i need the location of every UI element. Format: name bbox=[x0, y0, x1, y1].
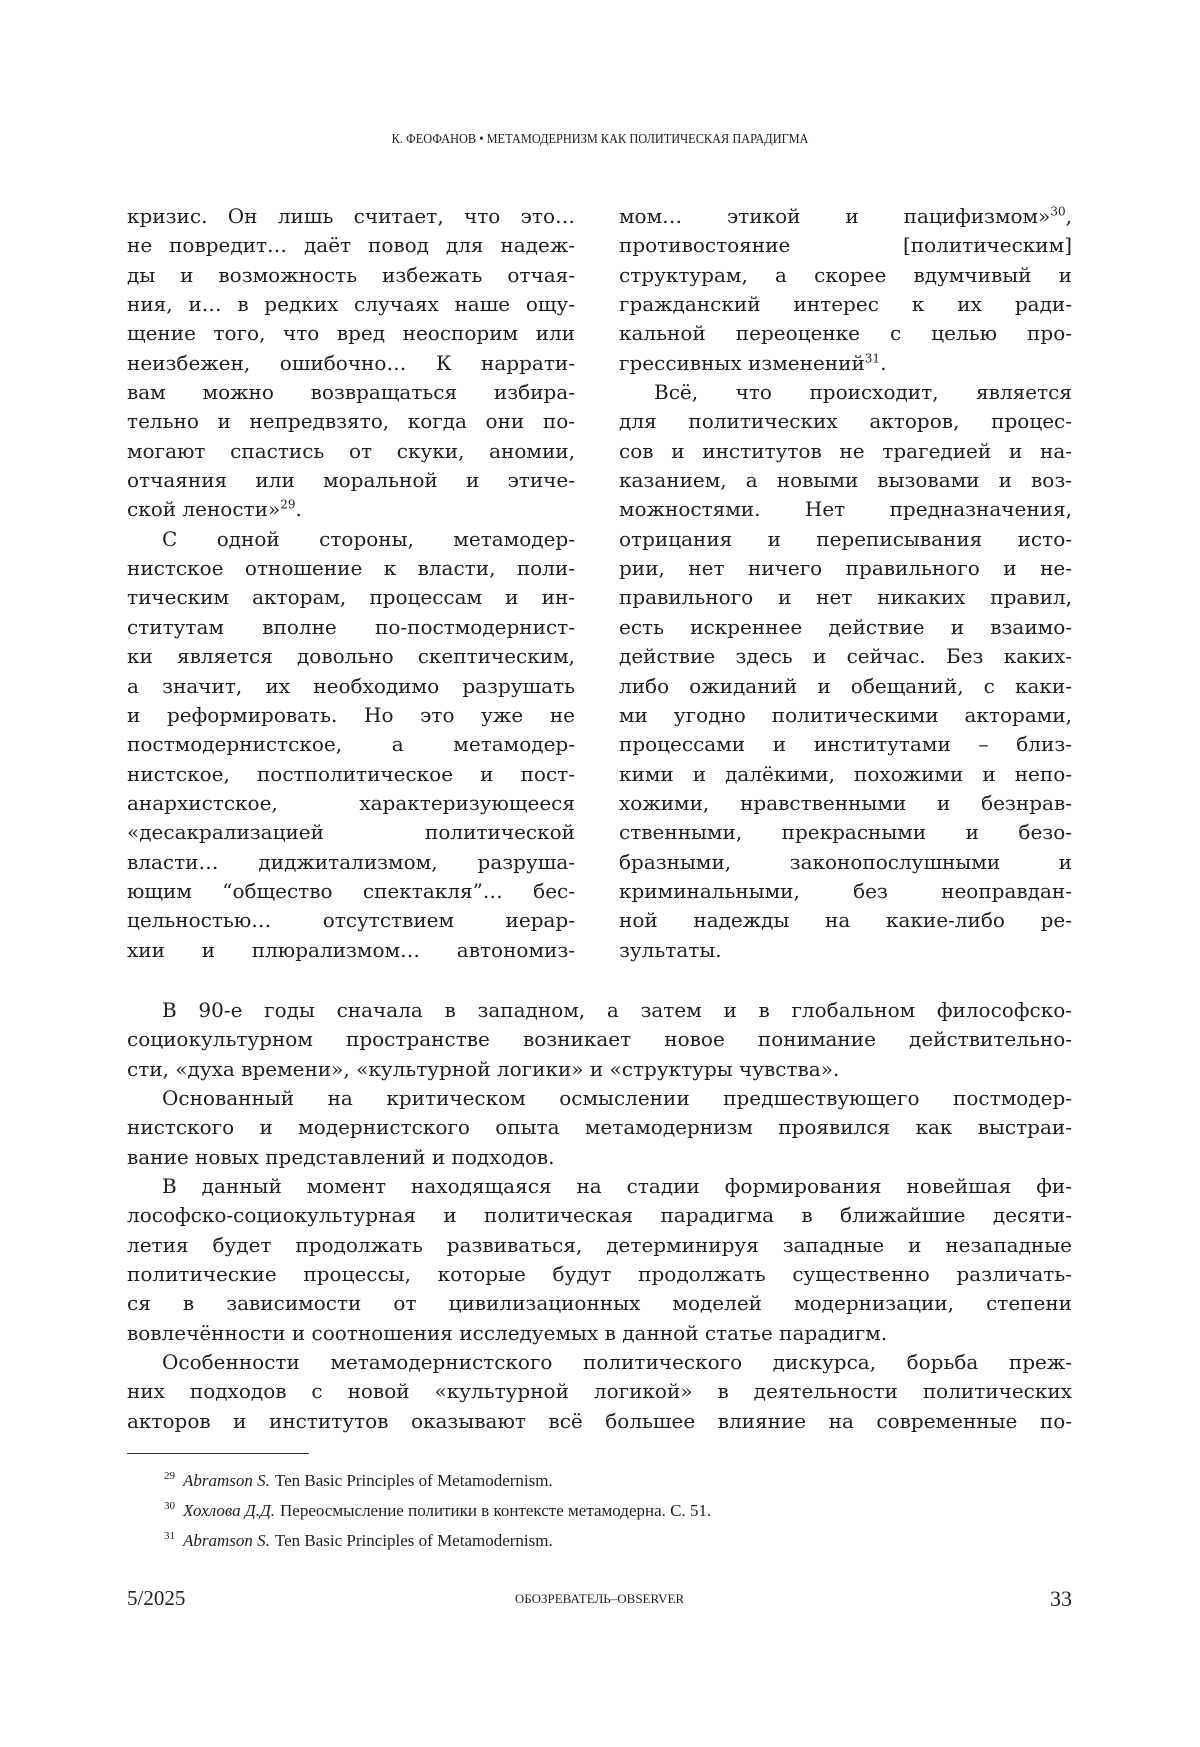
line-text: противостояние [политическим] bbox=[619, 233, 1072, 257]
line-text: «десакрализацией политической bbox=[127, 820, 575, 844]
paragraph bbox=[619, 202, 1072, 378]
text-line bbox=[127, 877, 575, 906]
text-line bbox=[127, 1172, 1072, 1201]
line-text: кими и далёкими, похожими и непо- bbox=[619, 762, 1072, 786]
paragraph bbox=[127, 1084, 1072, 1172]
text-line bbox=[619, 349, 1072, 378]
line-text: Всё, что происходит, является bbox=[654, 380, 1072, 404]
text-line bbox=[127, 583, 575, 612]
text-line bbox=[127, 1231, 1072, 1260]
line-text: могают спастись от скуки, аномии, bbox=[127, 439, 575, 463]
line-text: В данный момент находящаяся на стадии формирования новейшая фи- bbox=[162, 1174, 1072, 1198]
text-line bbox=[127, 996, 1072, 1025]
line-text: щение того, что вред неоспорим или bbox=[127, 321, 575, 345]
footnote-author: Abramson S. bbox=[183, 1471, 270, 1490]
line-text: грессивных изменений bbox=[619, 351, 865, 375]
right-column bbox=[619, 202, 1072, 965]
line-text: ния, и… в редких случаях наше ощу- bbox=[127, 292, 575, 316]
punctuation: . bbox=[295, 497, 301, 521]
text-line bbox=[127, 730, 575, 759]
text-line bbox=[619, 877, 1072, 906]
text-line bbox=[619, 818, 1072, 847]
running-head: К. ФЕОФАНОВ • МЕТАМОДЕРНИЗМ КАК ПОЛИТИЧЕСКАЯ ПАРАДИГМА bbox=[72, 132, 1128, 148]
paragraph bbox=[127, 202, 575, 525]
line-text: сти, «духа времени», «культурной логики» и «структуры чувства». bbox=[127, 1057, 839, 1081]
line-text: ющим “общество спектакля”… бес- bbox=[127, 879, 575, 903]
line-text: ды и возможность избежать отчая- bbox=[127, 263, 575, 287]
line-text: есть искреннее действие и взаимо- bbox=[619, 615, 1072, 639]
text-line bbox=[619, 672, 1072, 701]
line-text: и реформировать. Но это уже не bbox=[127, 703, 575, 727]
text-line bbox=[619, 583, 1072, 612]
line-text: цельностью… отсутствием иерар- bbox=[127, 908, 575, 932]
footnotes bbox=[164, 1466, 1064, 1556]
line-text: вовлечённости и соотношения исследуемых в данной статье парадигм. bbox=[127, 1321, 887, 1345]
footnote-text: Переосмысление политики в контексте метамодерна. С. 51. bbox=[280, 1501, 711, 1520]
text-line bbox=[127, 437, 575, 466]
line-text: ской лености» bbox=[127, 497, 280, 521]
line-text: нистского и модернистского опыта метамодернизм проявился как выстраи- bbox=[127, 1115, 1072, 1139]
footnote bbox=[164, 1496, 1064, 1526]
text-line bbox=[619, 495, 1072, 524]
line-text: власти… диджитализмом, разруша- bbox=[127, 850, 575, 874]
text-line bbox=[619, 789, 1072, 818]
text-line bbox=[127, 1084, 1072, 1113]
text-line bbox=[619, 261, 1072, 290]
page-footer bbox=[127, 1586, 1072, 1616]
text-line bbox=[127, 760, 575, 789]
text-line bbox=[127, 1407, 1072, 1436]
line-text: криминальными, без неоправдан- bbox=[619, 879, 1072, 903]
footnote-number: 30 bbox=[164, 1500, 175, 1512]
footnote-text: Ten Basic Principles of Metamodernism. bbox=[275, 1531, 553, 1550]
paragraph bbox=[619, 378, 1072, 965]
paragraph bbox=[127, 996, 1072, 1084]
text-line bbox=[127, 1055, 1072, 1084]
line-text: мом… этикой и пацифизмом» bbox=[619, 204, 1050, 228]
text-line bbox=[619, 936, 1072, 965]
text-line bbox=[127, 1377, 1072, 1406]
text-line bbox=[619, 319, 1072, 348]
text-line bbox=[127, 495, 575, 524]
page-number: 33 bbox=[1050, 1586, 1072, 1612]
text-line bbox=[127, 789, 575, 818]
line-text: действие здесь и сейчас. Без каких- bbox=[619, 644, 1072, 668]
text-line bbox=[619, 407, 1072, 436]
line-text: сов и институтов не трагедией и на- bbox=[619, 439, 1072, 463]
text-line bbox=[127, 407, 575, 436]
line-text: акторов и институтов оказывают всё большее влияние на современные по- bbox=[127, 1409, 1072, 1433]
text-line bbox=[619, 730, 1072, 759]
text-line bbox=[127, 1289, 1072, 1318]
text-line bbox=[127, 672, 575, 701]
line-text: бразными, законопослушными и bbox=[619, 850, 1072, 874]
line-text: ститутам вполне по-постмодернист- bbox=[127, 615, 575, 639]
text-line bbox=[127, 936, 575, 965]
line-text: политические процессы, которые будут продолжать существенно различать- bbox=[127, 1262, 1072, 1286]
line-text: для политических акторов, процес- bbox=[619, 409, 1072, 433]
text-line bbox=[127, 1201, 1072, 1230]
text-line bbox=[127, 525, 575, 554]
line-text: отчаяния или моральной и этиче- bbox=[127, 468, 575, 492]
footnote bbox=[164, 1466, 1064, 1496]
line-text: вам можно возвращаться избира- bbox=[127, 380, 575, 404]
line-text: ми угодно политическими акторами, bbox=[619, 703, 1072, 727]
line-text: можностями. Нет предназначения, bbox=[619, 497, 1072, 521]
line-text: Особенности метамодернистского политического дискурса, борьба преж- bbox=[162, 1350, 1072, 1374]
footnote-ref: 30 bbox=[1050, 204, 1065, 218]
text-line bbox=[127, 848, 575, 877]
text-line bbox=[619, 290, 1072, 319]
text-line bbox=[619, 848, 1072, 877]
line-text: гражданский интерес к их ради- bbox=[619, 292, 1072, 316]
footnote-ref: 31 bbox=[865, 351, 880, 365]
text-line bbox=[619, 760, 1072, 789]
paragraph bbox=[127, 1172, 1072, 1348]
footnote-divider bbox=[127, 1453, 309, 1454]
line-text: казанием, а новыми вызовами и воз- bbox=[619, 468, 1072, 492]
text-line bbox=[127, 319, 575, 348]
line-text: кальной переоценке с целью про- bbox=[619, 321, 1072, 345]
text-line bbox=[127, 613, 575, 642]
line-text: зультаты. bbox=[619, 938, 722, 962]
line-text: летия будет продолжать развиваться, детерминируя западные и незападные bbox=[127, 1233, 1072, 1257]
text-line bbox=[127, 1143, 1072, 1172]
text-line bbox=[127, 906, 575, 935]
line-text: вание новых представлений и подходов. bbox=[127, 1145, 555, 1169]
full-width-text bbox=[127, 996, 1072, 1436]
text-line bbox=[127, 701, 575, 730]
text-line bbox=[127, 290, 575, 319]
text-line bbox=[619, 613, 1072, 642]
footnote-text: Ten Basic Principles of Metamodernism. bbox=[275, 1471, 553, 1490]
line-text: кризис. Он лишь считает, что это… bbox=[127, 204, 575, 228]
paragraph bbox=[127, 525, 575, 965]
text-line bbox=[619, 378, 1072, 407]
journal-name: ОБОЗРЕВАТЕЛЬ–OBSERVER bbox=[127, 1591, 1072, 1607]
text-line bbox=[127, 554, 575, 583]
text-line bbox=[619, 642, 1072, 671]
text-line bbox=[127, 1025, 1072, 1054]
text-line bbox=[127, 642, 575, 671]
line-text: а значит, их необходимо разрушать bbox=[127, 674, 575, 698]
text-line bbox=[127, 349, 575, 378]
line-text: тическим акторам, процессам и ин- bbox=[127, 585, 575, 609]
footnote-number: 29 bbox=[164, 1470, 175, 1482]
text-line bbox=[127, 466, 575, 495]
paragraph bbox=[127, 1348, 1072, 1436]
text-line bbox=[127, 261, 575, 290]
text-line bbox=[127, 1319, 1072, 1348]
punctuation: . bbox=[880, 351, 886, 375]
line-text: В 90-е годы сначала в западном, а затем и в глобальном философско- bbox=[162, 998, 1072, 1022]
line-text: неизбежен, ошибочно… К наррати- bbox=[127, 351, 575, 375]
line-text: процессами и институтами – близ- bbox=[619, 732, 1072, 756]
line-text: нистское, постполитическое и пост- bbox=[127, 762, 575, 786]
punctuation: , bbox=[1066, 204, 1072, 228]
text-line bbox=[127, 1260, 1072, 1289]
text-line bbox=[619, 906, 1072, 935]
text-line bbox=[127, 202, 575, 231]
line-text: ся в зависимости от цивилизационных моделей модернизации, степени bbox=[127, 1291, 1072, 1315]
line-text: нистское отношение к власти, поли- bbox=[127, 556, 575, 580]
line-text: рии, нет ничего правильного и не- bbox=[619, 556, 1072, 580]
line-text: правильного и нет никаких правил, bbox=[619, 585, 1072, 609]
text-line bbox=[619, 202, 1072, 231]
text-line bbox=[127, 231, 575, 260]
line-text: не повредит… даёт повод для надеж- bbox=[127, 233, 575, 257]
line-text: постмодернистское, а метамодер- bbox=[127, 732, 575, 756]
text-line bbox=[619, 701, 1072, 730]
text-line bbox=[127, 1113, 1072, 1142]
line-text: анархистское, характеризующееся bbox=[127, 791, 575, 815]
text-line bbox=[127, 378, 575, 407]
text-line bbox=[127, 1348, 1072, 1377]
line-text: С одной стороны, метамодер- bbox=[162, 527, 575, 551]
text-line bbox=[619, 466, 1072, 495]
line-text: ственными, прекрасными и безо- bbox=[619, 820, 1072, 844]
text-line bbox=[619, 525, 1072, 554]
line-text: Основанный на критическом осмыслении предшествующего постмодер- bbox=[162, 1086, 1072, 1110]
footnote-author: Хохлова Д.Д. bbox=[183, 1501, 275, 1520]
line-text: ной надежды на какие-либо ре- bbox=[619, 908, 1072, 932]
line-text: них подходов с новой «культурной логикой» в деятельности политических bbox=[127, 1379, 1072, 1403]
text-line bbox=[619, 554, 1072, 583]
line-text: хии и плюрализмом… автономиз- bbox=[127, 938, 575, 962]
footnote-ref: 29 bbox=[280, 498, 295, 512]
line-text: либо ожиданий и обещаний, с каки- bbox=[619, 674, 1072, 698]
text-line bbox=[127, 818, 575, 847]
text-line bbox=[619, 437, 1072, 466]
left-column bbox=[127, 202, 575, 965]
issue-number: 5/2025 bbox=[127, 1586, 185, 1611]
line-text: отрицания и переписывания исто- bbox=[619, 527, 1072, 551]
line-text: социокультурном пространстве возникает новое понимание действительно- bbox=[127, 1027, 1072, 1051]
footnote-author: Abramson S. bbox=[183, 1531, 270, 1550]
text-line bbox=[619, 231, 1072, 260]
line-text: ки является довольно скептическим, bbox=[127, 644, 575, 668]
footnote bbox=[164, 1526, 1064, 1556]
line-text: лософско-социокультурная и политическая парадигма в ближайшие десяти- bbox=[127, 1203, 1072, 1227]
line-text: структурам, а скорее вдумчивый и bbox=[619, 263, 1072, 287]
line-text: тельно и непредвзято, когда они по- bbox=[127, 409, 575, 433]
line-text: хожими, нравственными и безнрав- bbox=[619, 791, 1072, 815]
footnote-number: 31 bbox=[164, 1530, 175, 1542]
